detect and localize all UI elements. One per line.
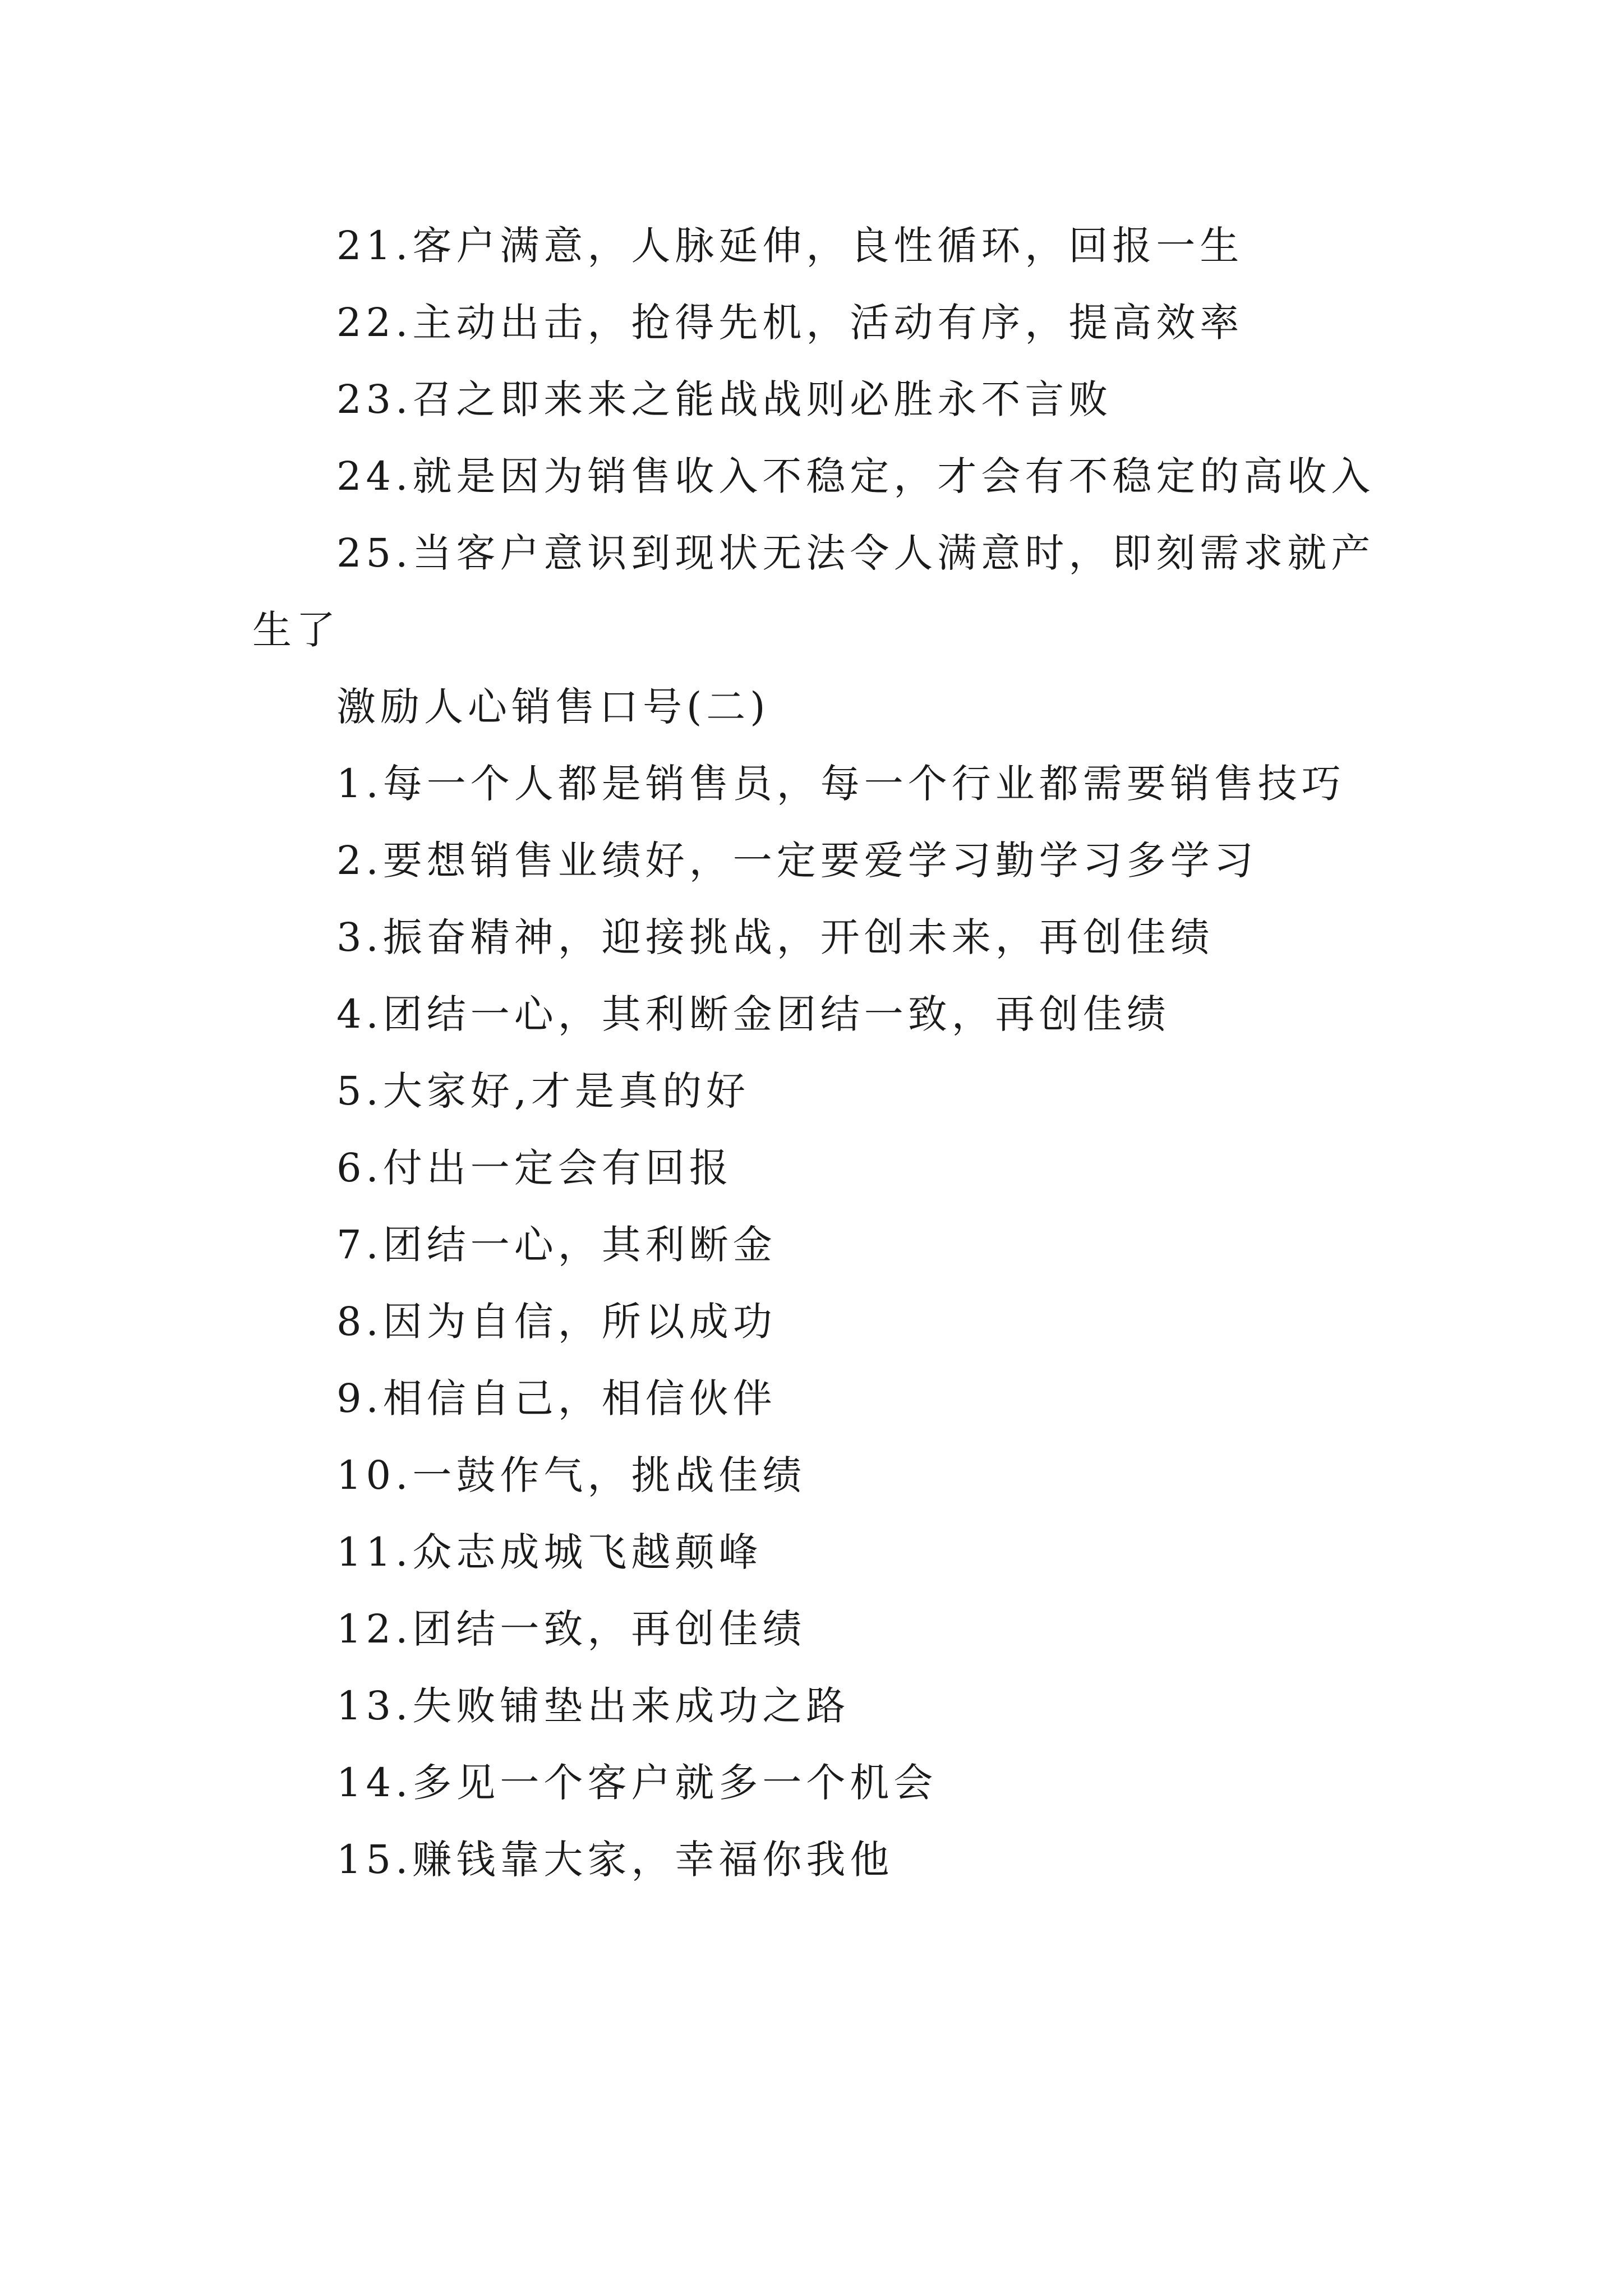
list-item: 22.主动出击，抢得先机，活动有序，提高效率 [336, 300, 1244, 346]
section-heading: 激励人心销售口号(二) [336, 684, 770, 730]
list-item: 6.付出一定会有回报 [336, 1145, 733, 1191]
list-item: 1.每一个人都是销售员，每一个行业都需要销售技巧 [336, 761, 1345, 807]
list-item-line-2: 生了 [252, 607, 340, 653]
list-item: 2.要想销售业绩好，一定要爱学习勤学习多学习 [336, 838, 1258, 884]
list-item: 8.因为自信，所以成功 [336, 1299, 777, 1345]
list-item: 23.召之即来来之能战战则必胜永不言败 [336, 376, 1113, 422]
list-item-line-1: 25.当客户意识到现状无法令人满意时，即刻需求就产 [336, 530, 1375, 576]
document-body [252, 208, 1391, 1898]
list-item: 13.失败铺垫出来成功之路 [336, 1683, 850, 1729]
list-item: 10.一鼓作气，挑战佳绩 [336, 1452, 806, 1498]
list-item: 4.团结一心，其利断金团结一致，再创佳绩 [336, 991, 1170, 1037]
list-item: 5.大家好,才是真的好 [336, 1068, 750, 1114]
list-item: 3.振奋精神，迎接挑战，开创未来，再创佳绩 [336, 914, 1214, 960]
list-item: 21.客户满意，人脉延伸，良性循环，回报一生 [336, 223, 1244, 269]
list-item: 7.团结一心，其利断金 [336, 1222, 777, 1268]
list-item: 24.就是因为销售收入不稳定，才会有不稳定的高收入 [336, 453, 1375, 499]
list-item-wrapped [252, 515, 1391, 669]
list-item: 14.多见一个客户就多一个机会 [336, 1760, 938, 1806]
list-item: 9.相信自己，相信伙伴 [336, 1375, 777, 1421]
list-item: 15.赚钱靠大家，幸福你我他 [336, 1837, 894, 1883]
list-item: 11.众志成城飞越颠峰 [336, 1529, 763, 1575]
list-item: 12.团结一致，再创佳绩 [336, 1606, 806, 1652]
